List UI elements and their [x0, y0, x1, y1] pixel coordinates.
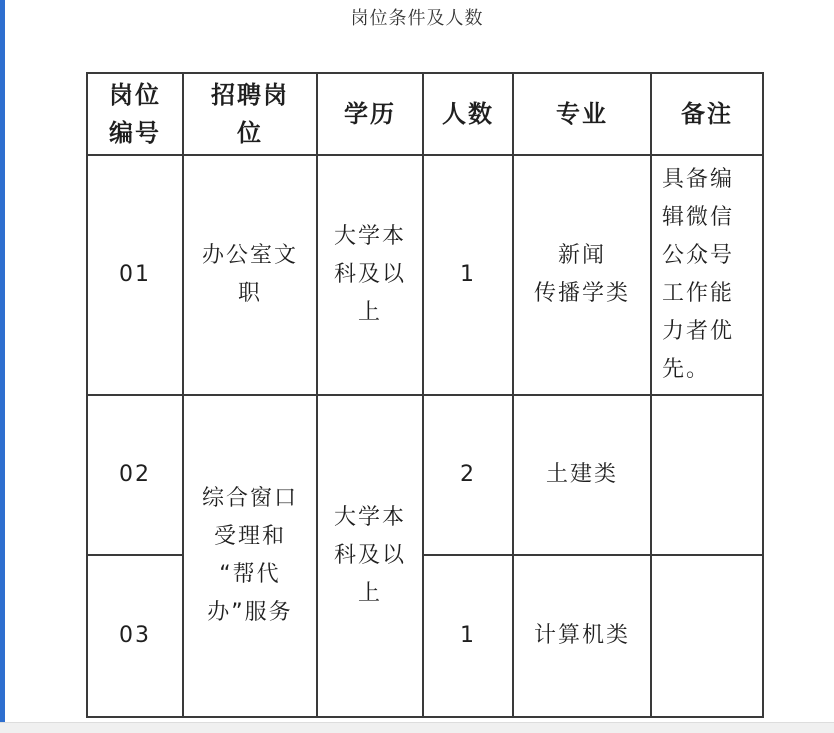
page-title: 岗位条件及人数	[350, 8, 484, 29]
cell-headcount: 1	[423, 555, 513, 717]
cell-notes	[651, 555, 763, 717]
header-notes: 备注	[651, 73, 763, 155]
cell-education: 大学本 科及以 上	[317, 155, 423, 395]
cell-notes: 具备编 辑微信 公众号 工作能 力者优 先。	[651, 155, 763, 395]
cell-major: 土建类	[513, 395, 651, 555]
cell-major: 计算机类	[513, 555, 651, 717]
cell-position-name: 办公室文 职	[183, 155, 317, 395]
header-headcount: 人数	[423, 73, 513, 155]
cell-notes	[651, 395, 763, 555]
cell-major: 新闻 传播学类	[513, 155, 651, 395]
header-major: 专业	[513, 73, 651, 155]
cell-position-no: 03	[87, 555, 183, 717]
window-edge-bar	[0, 0, 5, 722]
header-position-no: 岗位 编号	[87, 73, 183, 155]
cell-headcount: 2	[423, 395, 513, 555]
positions-table	[86, 72, 764, 718]
table-header-row	[87, 73, 763, 155]
table-row	[87, 395, 763, 555]
table-row	[87, 155, 763, 395]
cell-education: 大学本 科及以 上	[317, 395, 423, 717]
cell-position-name: 综合窗口 受理和 “帮代 办”服务	[183, 395, 317, 717]
cell-position-no: 02	[87, 395, 183, 555]
header-education: 学历	[317, 73, 423, 155]
header-position-name: 招聘岗 位	[183, 73, 317, 155]
cell-headcount: 1	[423, 155, 513, 395]
cell-position-no: 01	[87, 155, 183, 395]
bottom-strip	[0, 722, 834, 733]
